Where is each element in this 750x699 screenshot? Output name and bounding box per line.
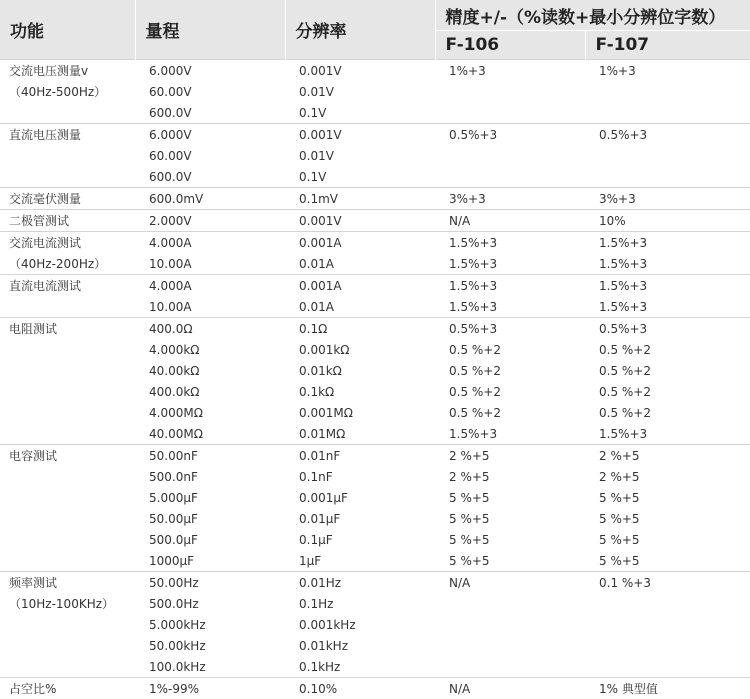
accuracy-f106-cell: 1.5%+3 [449,256,498,271]
range-cell: 5.000kHz [149,617,206,632]
range-cell: 6.000V [135,124,285,146]
range-cell: 1000μF [149,553,195,568]
resolution-cell: 0.01nF [285,445,435,467]
resolution-cell: 0.001A [285,232,435,254]
range-cell: 50.00kHz [149,638,206,653]
resolution-cell: 0.001kHz [299,617,356,632]
table-row [0,210,750,232]
table-row [0,614,750,635]
function-cell [0,145,135,166]
table-row [0,656,750,678]
range-cell: 400.0kΩ [149,384,200,399]
resolution-cell: 0.01A [299,299,334,314]
table-row [0,572,750,594]
accuracy-f106-cell: N/A [435,572,585,594]
accuracy-f106-cell: 3%+3 [435,188,585,210]
range-cell: 600.0V [149,169,192,184]
resolution-cell: 0.001V [285,124,435,146]
accuracy-f107-cell [585,81,750,102]
range-cell: 600.0V [149,105,192,120]
resolution-cell: 0.01A [299,256,334,271]
resolution-cell: 0.1nF [299,469,333,484]
accuracy-f106-cell: N/A [435,678,585,699]
function-cell [0,529,135,550]
resolution-cell: 0.01MΩ [299,426,346,441]
accuracy-f107-cell: 1.5%+3 [599,299,648,314]
function-cell [0,381,135,402]
range-cell: 10.00A [149,299,192,314]
function-cell [0,166,135,188]
function-cell [0,656,135,678]
range-cell: 1%-99% [135,678,285,699]
function-cell [0,508,135,529]
function-cell: 电容测试 [0,445,135,467]
accuracy-f106-cell: 0.5%+3 [435,318,585,340]
accuracy-f107-cell: 1% 典型值 [585,678,750,699]
table-row [0,402,750,423]
resolution-cell: 0.01μF [299,511,341,526]
spec-table-body [0,60,750,699]
accuracy-f107-cell: 1.5%+3 [585,232,750,254]
function-cell: 电阻测试 [0,318,135,340]
function-cell [0,296,135,318]
header-range: 量程 [135,0,285,60]
accuracy-f106-cell: 1.5%+3 [449,426,498,441]
table-row [0,550,750,572]
accuracy-f106-cell: 0.5 %+2 [449,342,501,357]
accuracy-f107-cell: 3%+3 [585,188,750,210]
resolution-cell: 0.1Ω [285,318,435,340]
accuracy-f107-cell: 0.5 %+2 [599,363,651,378]
range-cell: 500.0μF [149,532,198,547]
accuracy-f107-cell: 1.5%+3 [599,426,648,441]
function-cell: 交流电流测试 [0,232,135,254]
accuracy-f106-cell: N/A [435,210,585,232]
function-cell [0,402,135,423]
table-row [0,381,750,402]
table-row [0,145,750,166]
table-row [0,445,750,467]
range-cell: 50.00nF [135,445,285,467]
accuracy-f106-cell: 2 %+5 [449,469,490,484]
function-cell [0,339,135,360]
header-resolution: 分辨率 [285,0,435,60]
range-cell: 4.000MΩ [149,405,203,420]
function-cell: 交流电压测量v [0,60,135,82]
table-row [0,102,750,124]
resolution-cell: 0.10% [285,678,435,699]
range-cell: 4.000A [135,275,285,297]
function-cell: （10Hz-100KHz） [9,597,115,611]
function-cell [0,360,135,381]
accuracy-f107-cell: 5 %+5 [599,532,640,547]
function-cell [0,102,135,124]
accuracy-f107-cell: 5 %+5 [599,553,640,568]
range-cell: 60.00V [149,148,192,163]
accuracy-f106-cell [435,166,585,188]
header-model-f106: F-106 [435,31,585,60]
resolution-cell: 0.1V [299,105,327,120]
function-cell: 交流毫伏测量 [0,188,135,210]
range-cell: 4.000kΩ [149,342,200,357]
accuracy-f107-cell: 1.5%+3 [599,256,648,271]
resolution-cell: 0.01kΩ [299,363,342,378]
resolution-cell: 1μF [299,553,322,568]
range-cell: 100.0kHz [149,659,206,674]
table-row [0,318,750,340]
function-cell: （40Hz-200Hz） [9,257,107,271]
accuracy-f107-cell: 0.5 %+2 [599,384,651,399]
resolution-cell: 0.01V [299,148,334,163]
accuracy-f106-cell: 5 %+5 [449,490,490,505]
accuracy-f107-cell: 0.1 %+3 [585,572,750,594]
accuracy-f106-cell: 1.5%+3 [449,299,498,314]
resolution-cell: 0.001A [285,275,435,297]
table-row [0,275,750,297]
accuracy-f106-cell: 0.5 %+2 [449,363,501,378]
function-cell: 占空比% [0,678,135,699]
table-row [0,508,750,529]
function-cell: （40Hz-500Hz） [9,85,107,99]
table-row [0,423,750,445]
table-row [0,339,750,360]
resolution-cell: 0.01V [299,84,334,99]
function-cell: 直流电压测量 [0,124,135,146]
table-row [0,487,750,508]
table-row [0,466,750,487]
resolution-cell: 0.001MΩ [299,405,353,420]
resolution-cell: 0.1mV [285,188,435,210]
accuracy-f106-cell: 5 %+5 [449,553,490,568]
resolution-cell: 0.01Hz [285,572,435,594]
accuracy-f106-cell: 1.5%+3 [435,232,585,254]
table-row [0,678,750,699]
accuracy-f106-cell [435,635,585,656]
table-row [0,124,750,146]
function-cell [0,466,135,487]
range-cell: 60.00V [149,84,192,99]
resolution-cell: 0.001V [285,210,435,232]
accuracy-f106-cell [435,145,585,166]
accuracy-f107-cell: 2 %+5 [585,445,750,467]
table-row [0,166,750,188]
accuracy-f106-cell: 5 %+5 [449,511,490,526]
accuracy-f107-cell: 1.5%+3 [585,275,750,297]
table-row [0,529,750,550]
accuracy-f106-cell [435,656,585,678]
resolution-cell: 0.1V [299,169,327,184]
resolution-cell: 0.001μF [299,490,348,505]
table-row [0,81,750,102]
range-cell: 6.000V [135,60,285,82]
table-row [0,188,750,210]
accuracy-f106-cell [435,81,585,102]
function-cell [0,635,135,656]
accuracy-f106-cell: 0.5%+3 [435,124,585,146]
accuracy-f106-cell: 5 %+5 [449,532,490,547]
accuracy-f106-cell: 0.5 %+2 [449,384,501,399]
accuracy-f106-cell: 0.5 %+2 [449,405,501,420]
function-cell: 频率测试 [0,572,135,594]
accuracy-f107-cell: 1%+3 [585,60,750,82]
accuracy-f106-cell: 2 %+5 [435,445,585,467]
accuracy-f106-cell: 1%+3 [435,60,585,82]
table-row [0,253,750,275]
header-accuracy: 精度+/-（%读数+最小分辨位字数） [435,0,750,31]
function-cell [0,614,135,635]
function-cell: 直流电流测试 [0,275,135,297]
header-model-f107: F-107 [585,31,750,60]
range-cell: 5.000μF [149,490,198,505]
accuracy-f107-cell: 0.5%+3 [585,318,750,340]
table-row [0,60,750,82]
range-cell: 400.0Ω [135,318,285,340]
accuracy-f106-cell [435,102,585,124]
header-function: 功能 [0,0,135,60]
range-cell: 500.0Hz [149,596,199,611]
accuracy-f106-cell [435,614,585,635]
range-cell: 40.00MΩ [149,426,203,441]
accuracy-f107-cell [585,166,750,188]
range-cell: 2.000V [135,210,285,232]
resolution-cell: 0.001V [285,60,435,82]
range-cell: 40.00kΩ [149,363,200,378]
accuracy-f107-cell [585,102,750,124]
accuracy-f107-cell [585,593,750,614]
accuracy-f107-cell: 0.5 %+2 [599,405,651,420]
accuracy-f107-cell: 0.5%+3 [585,124,750,146]
table-row [0,593,750,614]
accuracy-f107-cell: 10% [585,210,750,232]
spec-table-header [0,0,750,60]
resolution-cell: 0.1μF [299,532,333,547]
function-cell [0,423,135,445]
range-cell: 500.0nF [149,469,198,484]
accuracy-f107-cell: 5 %+5 [599,490,640,505]
function-cell: 二极管测试 [0,210,135,232]
accuracy-f107-cell: 5 %+5 [599,511,640,526]
resolution-cell: 0.1kHz [299,659,341,674]
table-row [0,635,750,656]
accuracy-f107-cell: 2 %+5 [599,469,640,484]
accuracy-f106-cell [435,593,585,614]
accuracy-f107-cell [585,656,750,678]
table-row [0,360,750,381]
resolution-cell: 0.1Hz [299,596,334,611]
accuracy-f107-cell [585,635,750,656]
table-row [0,232,750,254]
resolution-cell: 0.001kΩ [299,342,350,357]
range-cell: 10.00A [149,256,192,271]
accuracy-f107-cell: 0.5 %+2 [599,342,651,357]
range-cell: 4.000A [135,232,285,254]
accuracy-f106-cell: 1.5%+3 [435,275,585,297]
table-row [0,296,750,318]
range-cell: 50.00μF [149,511,198,526]
resolution-cell: 0.1kΩ [299,384,335,399]
function-cell [0,487,135,508]
accuracy-f107-cell [585,145,750,166]
accuracy-f107-cell [585,614,750,635]
resolution-cell: 0.01kHz [299,638,348,653]
range-cell: 600.0mV [135,188,285,210]
function-cell [0,550,135,572]
range-cell: 50.00Hz [135,572,285,594]
